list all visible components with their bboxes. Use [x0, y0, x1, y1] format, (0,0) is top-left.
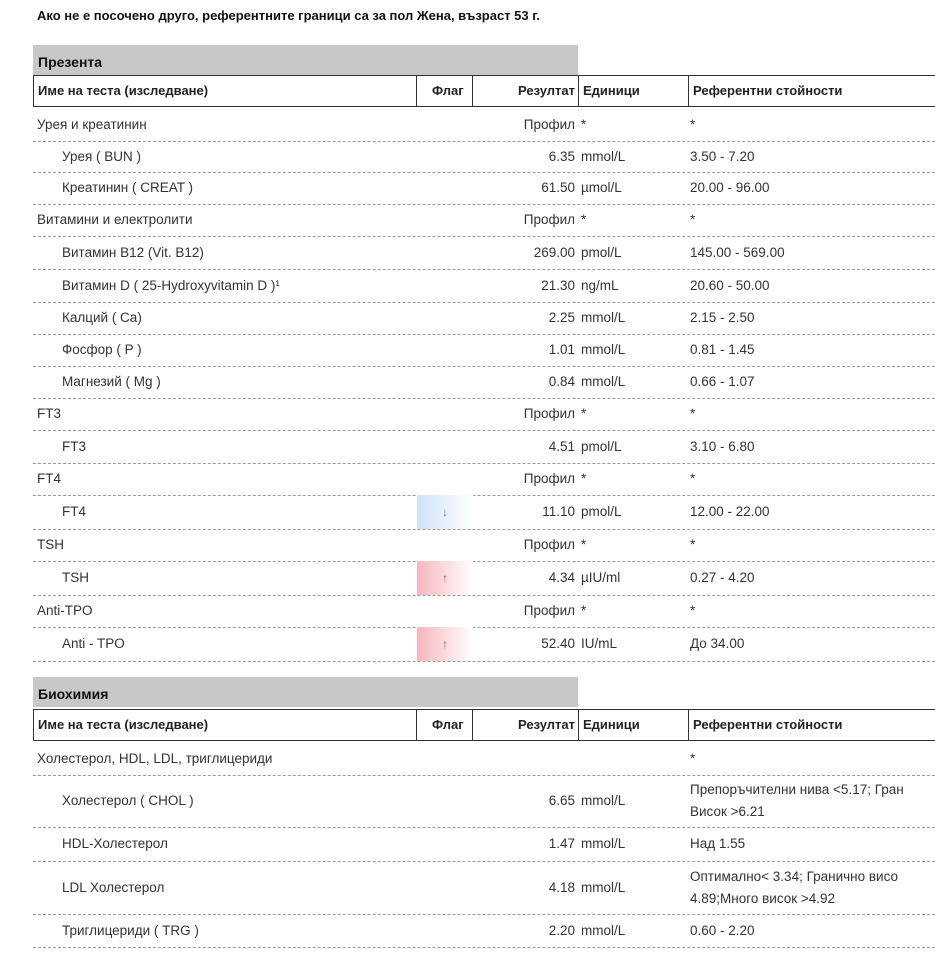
col-units: Единици [583, 717, 640, 732]
units-value: mmol/L [581, 310, 626, 325]
result-value: 6.65 [548, 793, 575, 808]
test-name: Anti-TPO [37, 603, 93, 618]
reference-range: * [690, 603, 696, 618]
flag-indicator [417, 529, 473, 561]
test-name: Витамин D ( 25-Hydroxyvitamin D )¹ [62, 277, 280, 293]
table-row [33, 302, 935, 335]
units-value: pmol/L [581, 504, 622, 519]
reference-range: 3.50 - 7.20 [690, 148, 755, 164]
reference-range: 0.66 - 1.07 [690, 374, 755, 389]
flag-indicator [417, 775, 473, 827]
test-name: TSH [37, 537, 64, 552]
test-name: FT4 [37, 471, 62, 486]
flag-indicator [417, 861, 473, 914]
result-value: 2.25 [548, 310, 575, 325]
flag-indicator [417, 463, 473, 495]
units-value: mmol/L [581, 374, 626, 389]
table-row [33, 430, 935, 464]
reference-range: * [690, 117, 696, 132]
result-value: 0.84 [548, 374, 575, 389]
flag-indicator: ↓ [417, 495, 473, 529]
flag-indicator [417, 109, 473, 141]
test-name: Калций ( Ca) [62, 310, 142, 325]
test-name: Креатинин ( CREAT ) [62, 180, 194, 195]
table-row [33, 109, 935, 142]
units-value: mmol/L [581, 342, 626, 357]
result-value: 52.40 [541, 636, 575, 651]
table-row [33, 204, 935, 237]
test-name: FT4 [62, 504, 87, 519]
result-value: 2.20 [548, 922, 575, 938]
col-name: Име на теста (изследване) [38, 83, 209, 98]
flag-indicator [417, 742, 473, 775]
test-name: LDL Холестерол [62, 879, 165, 895]
reference-range: 20.60 - 50.00 [690, 277, 770, 293]
table-row [33, 914, 935, 948]
result-value: Профил [523, 117, 575, 132]
table-row [33, 269, 935, 303]
col-units: Единици [583, 83, 640, 98]
flag-indicator [417, 236, 473, 269]
test-name: Anti - TPO [62, 636, 125, 651]
units-value: µIU/ml [581, 570, 621, 585]
test-name: TSH [62, 570, 89, 585]
col-result: Резултат [518, 83, 575, 98]
units-value: * [581, 117, 587, 132]
result-value: 21.30 [541, 277, 575, 293]
reference-range: * [690, 537, 696, 552]
test-name: HDL-Холестерол [62, 836, 168, 851]
reference-range: 145.00 - 569.00 [690, 244, 785, 260]
table-row [33, 398, 935, 431]
reference-line: Оптимално< 3.34; Гранично висо [690, 868, 899, 884]
table-row [33, 561, 935, 596]
reference-range: 0.60 - 2.20 [690, 922, 755, 938]
result-value: 4.18 [548, 879, 575, 895]
units-value: pmol/L [581, 244, 622, 260]
reference-range: 2.15 - 2.50 [690, 310, 755, 325]
test-name: Урея ( BUN ) [62, 148, 142, 164]
result-value: Профил [523, 471, 575, 486]
table-header [33, 709, 935, 741]
table-row [33, 495, 935, 530]
result-value: 61.50 [541, 180, 575, 195]
units-value: mmol/L [581, 922, 626, 938]
flag-indicator [417, 172, 473, 204]
result-value: Профил [523, 212, 575, 227]
flag-indicator [417, 827, 473, 861]
col-name: Име на теста (изследване) [38, 717, 209, 732]
result-value: 4.34 [548, 570, 575, 585]
flag-indicator [417, 204, 473, 236]
flag-indicator [417, 430, 473, 463]
flag-indicator [417, 398, 473, 430]
units-value: * [581, 212, 587, 227]
reference-range: 0.27 - 4.20 [690, 570, 755, 585]
units-value: mmol/L [581, 148, 626, 164]
test-name: Холестерол, HDL, LDL, триглицериди [37, 750, 273, 766]
table-row [33, 627, 935, 662]
flag-indicator [417, 302, 473, 334]
result-value: 4.51 [548, 438, 575, 454]
result-value: Профил [523, 537, 575, 552]
table-row [33, 366, 935, 399]
table-header [33, 75, 935, 107]
test-name: Магнезий ( Mg ) [62, 374, 161, 389]
units-value: ng/mL [581, 277, 619, 293]
reference-range: 20.00 - 96.00 [690, 180, 770, 195]
reference-line: 4.89;Много висок >4.92 [690, 890, 836, 906]
table-row [33, 775, 935, 828]
result-value: Профил [523, 406, 575, 421]
col-result: Резултат [518, 717, 575, 732]
units-value: * [581, 471, 587, 486]
flag-indicator [417, 595, 473, 627]
flag-indicator [417, 141, 473, 172]
col-flag: Флаг [432, 83, 464, 98]
table-row [33, 334, 935, 367]
result-value: 1.01 [548, 342, 575, 357]
result-value: 11.10 [542, 504, 575, 519]
flag-indicator [417, 914, 473, 947]
reference-range: * [690, 471, 696, 486]
units-value: mmol/L [581, 879, 626, 895]
result-value: 269.00 [533, 244, 575, 260]
reference-range: * [690, 406, 696, 421]
reference-note: Ако не е посочено друго, референтните граници са за пол Жена, възраст 53 г. [37, 8, 540, 23]
flag-indicator [417, 334, 473, 366]
reference-range: Над 1.55 [690, 836, 746, 851]
reference-range: 3.10 - 6.80 [690, 438, 755, 454]
test-name: Витамин B12 (Vit. B12) [62, 244, 204, 260]
section-title: Презента [33, 45, 578, 75]
flag-indicator [417, 366, 473, 398]
result-value: 6.35 [548, 148, 575, 164]
result-value: Профил [523, 603, 575, 618]
table-row [33, 861, 935, 915]
test-name: FT3 [62, 438, 87, 454]
test-name: Фосфор ( P ) [62, 342, 142, 357]
reference-range [690, 779, 935, 823]
table-row [33, 595, 935, 628]
units-value: * [581, 537, 587, 552]
units-value: IU/mL [581, 636, 618, 651]
test-name: FT3 [37, 406, 62, 421]
table-row [33, 827, 935, 862]
reference-range: * [690, 212, 696, 227]
test-name: Холестерол ( CHOL ) [62, 793, 194, 808]
reference-line: Висок >6.21 [690, 804, 765, 819]
table-row [33, 463, 935, 496]
test-name: Урея и креатинин [37, 117, 147, 132]
units-value: pmol/L [581, 438, 622, 454]
units-value: µmol/L [581, 180, 622, 195]
col-flag: Флаг [432, 717, 464, 732]
flag-indicator: ↑ [417, 627, 473, 661]
units-value: mmol/L [581, 793, 626, 808]
units-value: * [581, 406, 587, 421]
units-value: * [581, 603, 587, 618]
reference-range: * [690, 750, 696, 766]
table-row [33, 236, 935, 270]
section-title: Биохимия [33, 677, 578, 707]
test-name: Триглицериди ( TRG ) [62, 922, 199, 938]
table-row [33, 529, 935, 562]
reference-line: Препоръчителни нива <5.17; Гран [690, 782, 904, 797]
result-value: 1.47 [548, 836, 575, 851]
reference-range [690, 866, 935, 910]
table-row [33, 172, 935, 205]
table-row [33, 742, 935, 776]
reference-range: 12.00 - 22.00 [690, 504, 770, 519]
flag-indicator [417, 269, 473, 302]
col-ref: Референтни стойности [693, 717, 843, 732]
table-row [33, 141, 935, 173]
reference-range: До 34.00 [690, 636, 745, 651]
flag-indicator: ↑ [417, 561, 473, 595]
test-name: Витамини и електролити [37, 212, 193, 227]
col-ref: Референтни стойности [693, 83, 843, 98]
reference-range: 0.81 - 1.45 [690, 342, 755, 357]
units-value: mmol/L [581, 836, 626, 851]
